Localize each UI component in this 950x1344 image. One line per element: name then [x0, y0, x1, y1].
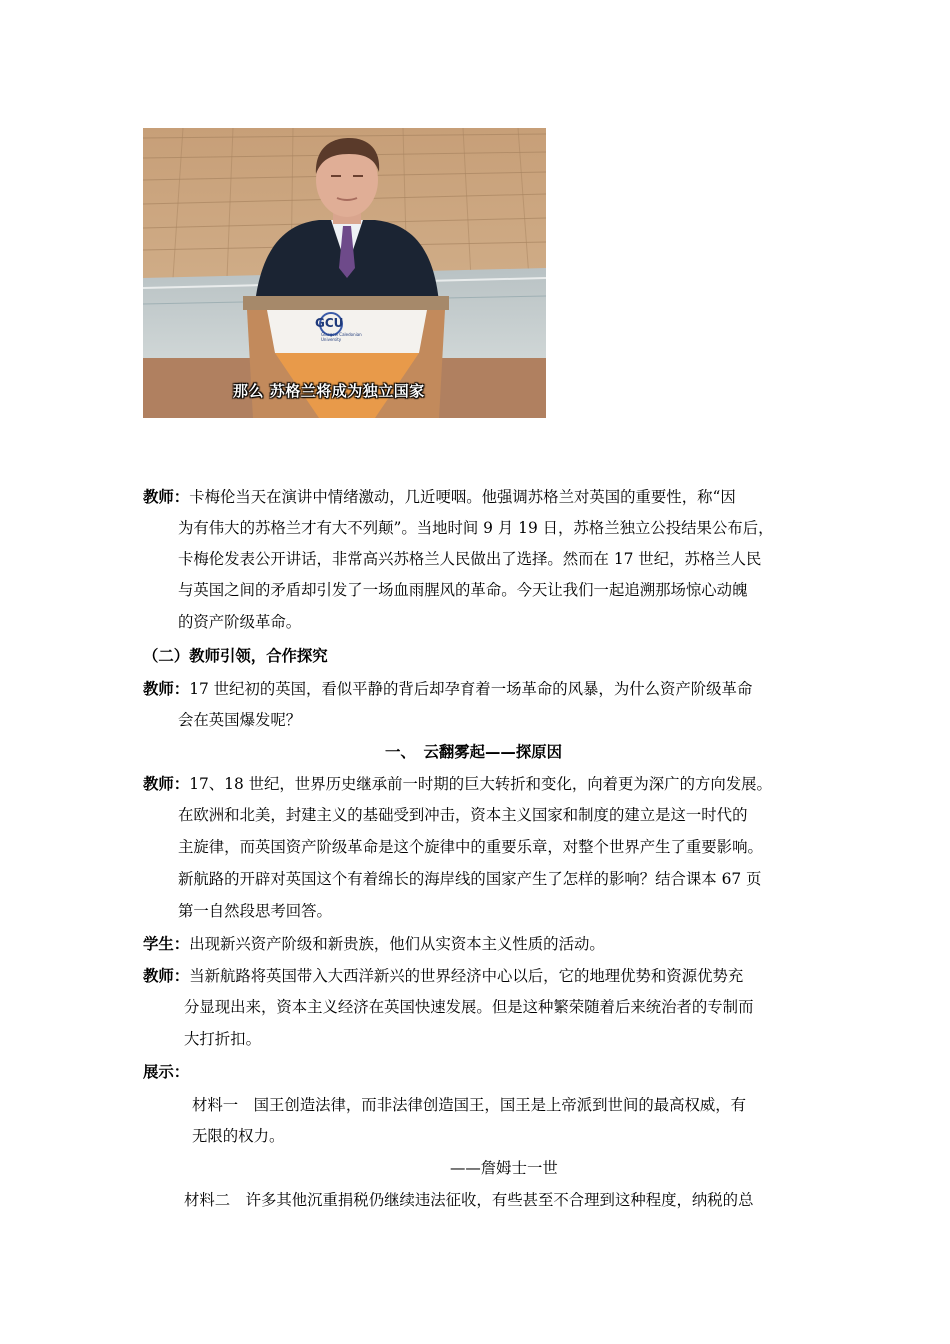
speaker-label: 教师： — [143, 488, 190, 506]
paragraph-line: 与英国之间的矛盾却引发了一场血雨腥风的革命。今天让我们一起追溯那场惊心动魄 — [178, 581, 748, 599]
show-label: 展示： — [143, 1063, 190, 1081]
subsection-heading: 一、 云翻雾起——探原因 — [385, 743, 562, 761]
paragraph-line — [143, 774, 772, 794]
video-subtitle: 那么 苏格兰将成为独立国家 — [233, 382, 425, 400]
text-line: 17、18 世纪，世界历史继承前一时期的巨大转折和变化，向着更为深广的方向发展。 — [189, 775, 772, 793]
text-line: 17 世纪初的英国，看似平静的背后却孕育着一场革命的风暴，为什么资产阶级革命 — [189, 680, 753, 698]
paragraph-line: 第一自然段思考回答。 — [178, 902, 332, 920]
paragraph-line: 会在英国爆发呢？ — [178, 711, 302, 729]
paragraph-line: 为有伟大的苏格兰才有大不列颠”。当地时间 9 月 19 日，苏格兰独立公投结果公布后， — [178, 519, 774, 537]
paragraph-line: 在欧洲和北美，封建主义的基础受到冲击，资本主义国家和制度的建立是这一时代的 — [178, 806, 748, 824]
paragraph-line — [143, 934, 605, 954]
paragraph-line — [143, 679, 752, 699]
speech-photo — [143, 128, 546, 418]
paragraph-line — [143, 966, 743, 986]
podium-logo: GCU — [315, 316, 344, 330]
speaker-label: 教师： — [143, 967, 190, 985]
speaker-label: 学生： — [143, 935, 190, 953]
paragraph-line — [143, 487, 736, 507]
paragraph-line: 主旋律，而英国资产阶级革命是这个旋律中的重要乐章，对整个世界产生了重要影响。 — [178, 838, 763, 856]
section-heading: （二）教师引领，合作探究 — [143, 647, 328, 665]
podium-logo-subtitle: Glasgow Caledonian University — [321, 332, 362, 342]
material-line: 材料二 许多其他沉重捐税仍继续违法征收，有些甚至不合理到这种程度，纳税的总 — [184, 1191, 754, 1209]
text-line: 出现新兴资产阶级和新贵族，他们从实资本主义性质的活动。 — [189, 935, 605, 953]
paragraph-line: 大打折扣。 — [184, 1030, 261, 1048]
speaker-label: 教师： — [143, 680, 190, 698]
speaker-at-podium-image — [143, 128, 546, 418]
paragraph-line: 分显现出来，资本主义经济在英国快速发展。但是这种繁荣随着后来统治者的专制而 — [184, 998, 754, 1016]
material-attribution: ——詹姆士一世 — [450, 1159, 558, 1177]
paragraph-line: 卡梅伦发表公开讲话，非常高兴苏格兰人民做出了选择。然而在 17 世纪，苏格兰人民 — [178, 550, 762, 568]
paragraph-line: 的资产阶级革命。 — [178, 613, 302, 631]
text-line: 卡梅伦当天在演讲中情绪激动，几近哽咽。他强调苏格兰对英国的重要性，称“因 — [189, 488, 736, 506]
speaker-label: 教师： — [143, 775, 190, 793]
paragraph-line: 新航路的开辟对英国这个有着绵长的海岸线的国家产生了怎样的影响？结合课本 67 页 — [178, 870, 762, 888]
material-line: 无限的权力。 — [192, 1127, 285, 1145]
text-line: 当新航路将英国带入大西洋新兴的世界经济中心以后，它的地理优势和资源优势充 — [189, 967, 744, 985]
material-line: 材料一 国王创造法律，而非法律创造国王，国王是上帝派到世间的最高权威，有 — [192, 1096, 747, 1114]
